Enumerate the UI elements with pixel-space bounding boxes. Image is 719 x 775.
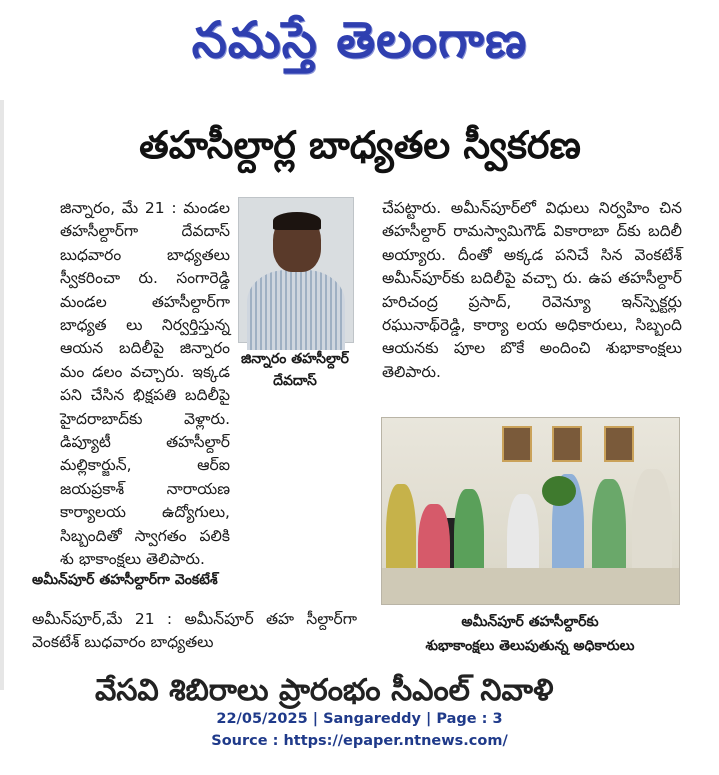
portrait-caption: జిన్నారం తహసీల్దార్ దేవదాస్ [241, 351, 349, 389]
officials-greeting-photo [381, 417, 680, 605]
article-subhead: అమీన్‌పూర్ తహసీల్దార్‌గా వెంకటేశ్ [32, 572, 218, 588]
masthead-title: నమస్తే తెలంగాణ [191, 10, 528, 69]
article-paragraph: జిన్నారం, మే 21 : మండల తహసీల్దార్‌గా దేవదాస్ బుధవారం బాధ్యతలు స్వీకరించా రు. సంగారెడ్డి మండల తహసీల్దార్‌గా బాధ్యత లు నిర్వర్తిస్తున్న ఆయన బదిలీపై జిన్నారం మం డలం వచ్చారు. ఇక్కడ పని చేసిన భిక్షపతి బదిలీపై హైదరాబాద్‌కు వెళ్లారు. డిప్యూటీ తహసీల్దార్ మల్లికార్జున్, ఆర్‌ఐ జయప్రకాశ్ నారాయణ కార్యాలయ ఉద్యోగులు, సిబ్బందితో స్వాగతం పలికి శు భాకాంక్షలు తెలిపారు. [60, 199, 230, 569]
article-paragraph-2: అమీన్‌పూర్,మే 21 : అమీన్‌పూర్ తహ సీల్దార్‌గా వెంకటేశ్ బుధవారం బాధ్యతలు [32, 610, 357, 652]
article-column-left-bottom [32, 608, 357, 655]
greeting-photo-caption [382, 610, 678, 658]
tahsildar-portrait-photo [238, 197, 354, 343]
article-headline: తహసీల్దార్ల బాధ్యతల స్వీకరణ [139, 123, 581, 167]
greeting-caption-line1: అమీన్‌పూర్ తహసీల్దార్‌కు [461, 614, 599, 630]
article-paragraph-right: చేపట్టారు. అమీన్‌పూర్‌లో విధులు నిర్వహిం చిన తహసీల్దార్ రామస్వామిగౌడ్ వికారాబా ద్‌కు బదిలీ అయ్యారు. దీంతో అక్కడ పనిచే సిన వెంకటేశ్ అమీన్‌పూర్‌కు బదిలీపై వచ్చా రు. ఉప తహసీల్దార్ హరిచంద్ర ప్రసాద్, రెవెన్యూ ఇన్‌స్పెక్టర్లు రఘునాథ్‌రెడ్డి, కార్యా లయ అధికారులు, సిబ్బంది ఆయనకు పూల బొకే అందించి శుభాకాంక్షలు తెలిపారు. [382, 199, 682, 381]
greeting-caption-line2: శుభాకాంక్షలు తెలుపుతున్న అధికారులు [425, 638, 635, 654]
next-article-headline-fragment [95, 673, 635, 708]
page-footer [0, 708, 719, 752]
footer-date-line: 22/05/2025 | Sangareddy | Page : 3 [216, 711, 503, 727]
article-column-right [382, 197, 682, 384]
footer-source-line: Source : https://epaper.ntnews.com/ [211, 733, 508, 749]
next-headline-text: వేసవి శిబిరాలు ప్రారంభం సీఎంల్‌ నివాళి [95, 673, 554, 708]
page-edge-rule [0, 100, 4, 690]
masthead [0, 0, 719, 92]
article-column-left-top [60, 197, 230, 569]
